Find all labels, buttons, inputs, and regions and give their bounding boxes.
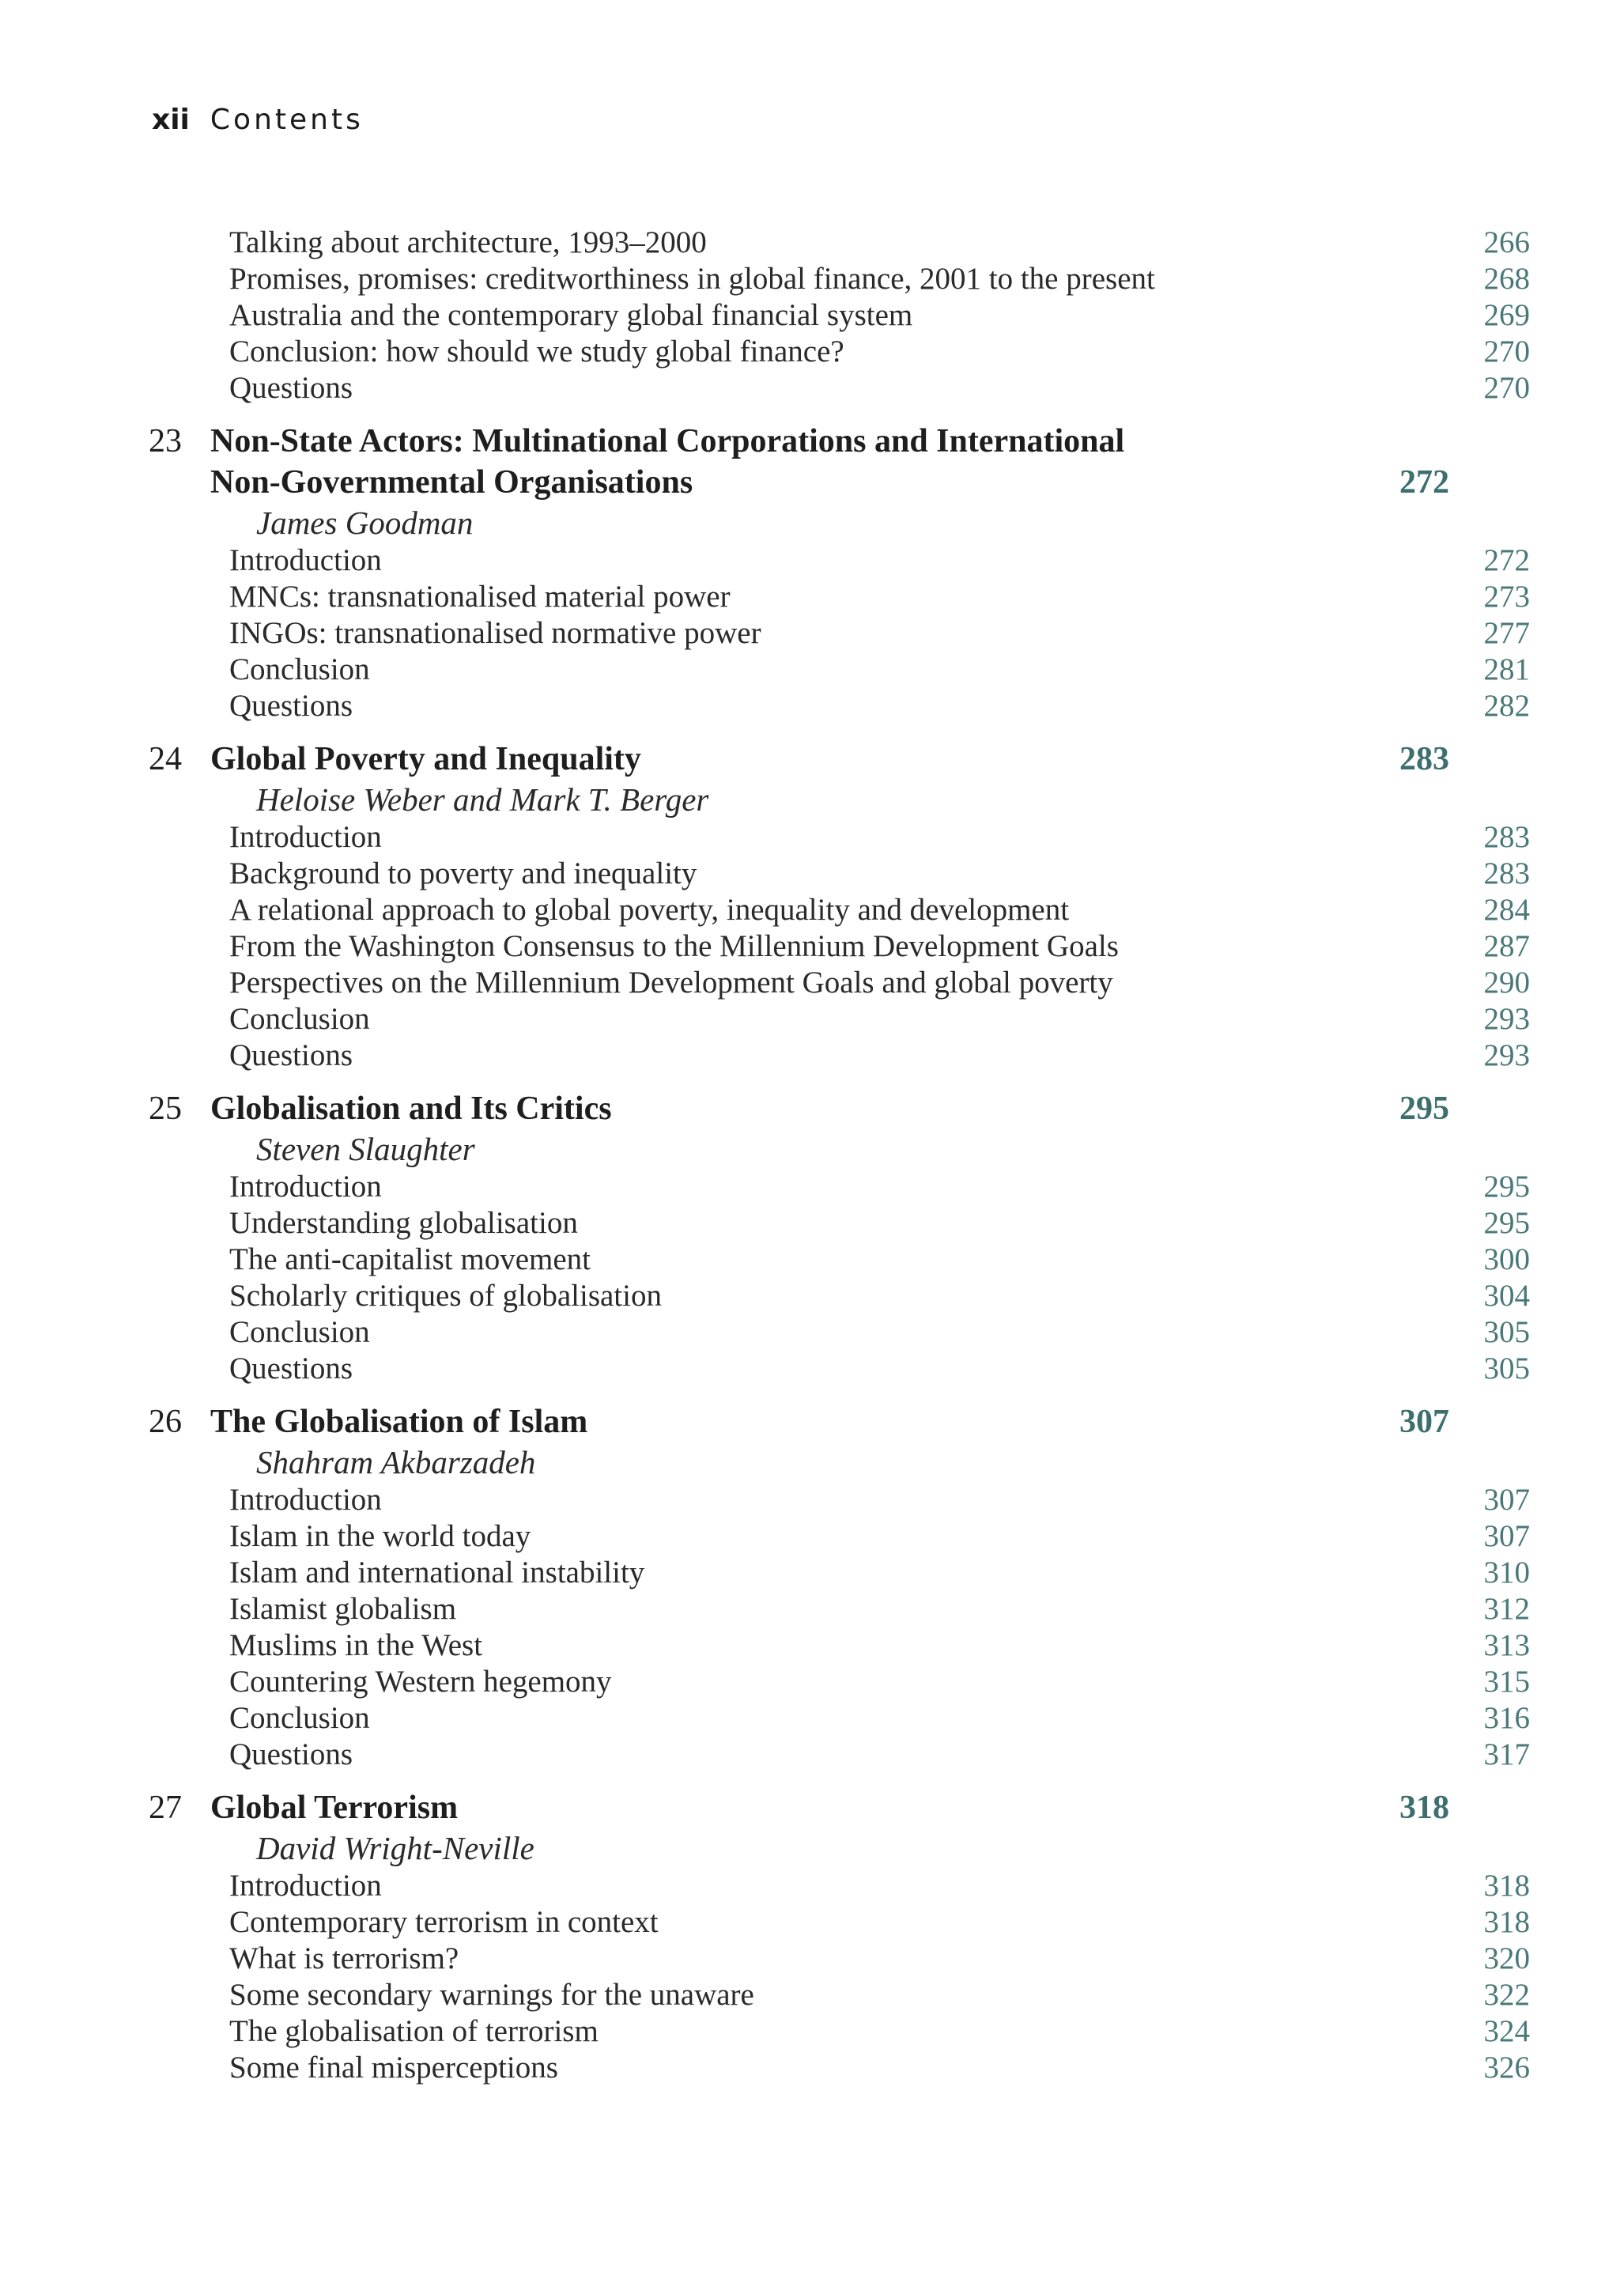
entry-title: MNCs: transnationalised material power bbox=[229, 580, 731, 614]
chapter-page: 272 bbox=[1399, 464, 1449, 501]
chapter-number: 25 bbox=[149, 1091, 182, 1127]
chapter-heading bbox=[149, 421, 1449, 462]
entry-title: Scholarly critiques of globalisation bbox=[229, 1279, 662, 1313]
toc-entry bbox=[149, 334, 1530, 370]
chapter-number: 27 bbox=[149, 1790, 182, 1826]
entry-title: Countering Western hegemony bbox=[229, 1665, 612, 1699]
chapter-heading bbox=[149, 739, 1449, 780]
entry-title: Understanding globalisation bbox=[229, 1206, 578, 1240]
chapter-26 bbox=[149, 1401, 1530, 1773]
toc-entry bbox=[149, 1977, 1530, 2013]
entry-title: A relational approach to global poverty, inequality and development bbox=[229, 893, 1070, 927]
chapter-heading bbox=[149, 1088, 1449, 1129]
chapter-author: James Goodman bbox=[256, 505, 474, 541]
chapter-number: 23 bbox=[149, 423, 182, 459]
entry-page: 284 bbox=[1483, 893, 1530, 927]
entry-title: From the Washington Consensus to the Millennium Development Goals bbox=[229, 929, 1119, 963]
entry-title: What is terrorism? bbox=[229, 1941, 459, 1975]
toc-entry bbox=[149, 1664, 1530, 1700]
chapter-heading bbox=[149, 1787, 1449, 1828]
toc-entry bbox=[149, 542, 1530, 579]
entry-title: The globalisation of terrorism bbox=[229, 2014, 599, 2048]
entry-title: Conclusion bbox=[229, 1002, 370, 1036]
entry-title: INGOs: transnationalised normative power bbox=[229, 616, 761, 650]
entry-page: 320 bbox=[1483, 1941, 1530, 1975]
entry-page: 293 bbox=[1483, 1038, 1530, 1072]
toc-entry bbox=[149, 1038, 1530, 1074]
chapter-number: 26 bbox=[149, 1404, 182, 1440]
chapter-title-line1: Non-State Actors: Multinational Corporations and International bbox=[210, 423, 1125, 459]
entry-page: 266 bbox=[1483, 225, 1530, 259]
entry-page: 322 bbox=[1483, 1978, 1530, 2012]
entry-title: Muslims in the West bbox=[229, 1628, 483, 1662]
entry-page: 282 bbox=[1483, 689, 1530, 723]
entry-title: Contemporary terrorism in context bbox=[229, 1905, 659, 1939]
entry-title: Questions bbox=[229, 1038, 353, 1072]
entry-page: 307 bbox=[1483, 1519, 1530, 1553]
toc-entry bbox=[149, 261, 1530, 297]
entry-title: Conclusion bbox=[229, 1315, 370, 1349]
toc-entry bbox=[149, 615, 1530, 652]
chapter-number: 24 bbox=[149, 741, 182, 777]
toc-entry bbox=[149, 1001, 1530, 1038]
entry-title: Some final misperceptions bbox=[229, 2051, 558, 2085]
chapter-page: 283 bbox=[1399, 741, 1449, 777]
entry-page: 315 bbox=[1483, 1665, 1530, 1699]
toc-entry bbox=[149, 819, 1530, 856]
toc-entry bbox=[149, 965, 1530, 1001]
toc-entry bbox=[149, 1737, 1530, 1773]
chapter-title: The Globalisation of Islam bbox=[210, 1404, 588, 1440]
toc-entry bbox=[149, 892, 1530, 928]
entry-title: Perspectives on the Millennium Development Goals and global poverty bbox=[229, 966, 1113, 1000]
chapter-title: Global Poverty and Inequality bbox=[210, 741, 641, 777]
chapter-author: Steven Slaughter bbox=[256, 1131, 475, 1167]
entry-title: Islamist globalism bbox=[229, 1592, 457, 1626]
chapter-title: Global Terrorism bbox=[210, 1790, 459, 1826]
toc-entry bbox=[149, 1941, 1530, 1977]
toc-entry bbox=[149, 928, 1530, 965]
entry-page: 307 bbox=[1483, 1483, 1530, 1517]
entry-title: Talking about architecture, 1993–2000 bbox=[229, 225, 707, 259]
chapter-24 bbox=[149, 739, 1530, 1074]
entry-page: 305 bbox=[1483, 1315, 1530, 1349]
entry-page: 310 bbox=[1483, 1556, 1530, 1590]
toc-entry bbox=[149, 1278, 1530, 1314]
toc-entry bbox=[149, 1242, 1530, 1278]
entry-title: Introduction bbox=[229, 1869, 382, 1903]
toc-entry bbox=[149, 1627, 1530, 1664]
entry-title: Questions bbox=[229, 371, 353, 405]
entry-page: 300 bbox=[1483, 1242, 1530, 1276]
entry-page: 295 bbox=[1483, 1170, 1530, 1204]
toc-entry bbox=[149, 652, 1530, 688]
entry-page: 272 bbox=[1483, 543, 1530, 577]
toc-entry bbox=[149, 1555, 1530, 1591]
entry-title: Australia and the contemporary global financial system bbox=[229, 298, 913, 332]
entry-title: Introduction bbox=[229, 820, 382, 854]
entry-title: Background to poverty and inequality bbox=[229, 856, 697, 890]
entry-title: Introduction bbox=[229, 543, 382, 577]
chapter-page: 295 bbox=[1399, 1091, 1449, 1127]
entry-title: Questions bbox=[229, 1351, 353, 1385]
toc-entry bbox=[149, 1591, 1530, 1627]
entry-page: 317 bbox=[1483, 1737, 1530, 1771]
toc-entry bbox=[149, 1868, 1530, 1904]
entry-page: 277 bbox=[1483, 616, 1530, 650]
toc-entry bbox=[149, 1904, 1530, 1941]
entry-title: Conclusion bbox=[229, 1701, 370, 1735]
entry-page: 270 bbox=[1483, 371, 1530, 405]
entry-page: 270 bbox=[1483, 335, 1530, 369]
entry-page: 316 bbox=[1483, 1701, 1530, 1735]
chapter-page: 318 bbox=[1399, 1790, 1449, 1826]
toc-entry bbox=[149, 579, 1530, 615]
running-title: Contents bbox=[210, 104, 364, 136]
entry-title: Questions bbox=[229, 689, 353, 723]
entry-page: 283 bbox=[1483, 856, 1530, 890]
lead-entries bbox=[149, 225, 1530, 406]
entry-title: Conclusion: how should we study global finance? bbox=[229, 335, 844, 369]
chapter-27 bbox=[149, 1787, 1530, 2086]
page-number: xii bbox=[152, 104, 190, 136]
chapter-23 bbox=[149, 421, 1530, 724]
entry-page: 304 bbox=[1483, 1279, 1530, 1313]
entry-page: 313 bbox=[1483, 1628, 1530, 1662]
entry-page: 283 bbox=[1483, 820, 1530, 854]
toc-entry bbox=[149, 2050, 1530, 2086]
entry-title: Islam in the world today bbox=[229, 1519, 531, 1553]
chapter-heading bbox=[149, 1401, 1449, 1442]
entry-title: Questions bbox=[229, 1737, 353, 1771]
toc-entry bbox=[149, 2013, 1530, 2050]
toc-entry bbox=[149, 1351, 1530, 1387]
toc-entry bbox=[149, 225, 1530, 261]
toc-entry bbox=[149, 856, 1530, 892]
entry-title: Introduction bbox=[229, 1483, 382, 1517]
chapter-author: Heloise Weber and Mark T. Berger bbox=[256, 781, 709, 818]
entry-page: 295 bbox=[1483, 1206, 1530, 1240]
entry-page: 290 bbox=[1483, 966, 1530, 1000]
toc-entry bbox=[149, 1205, 1530, 1242]
entry-title: Islam and international instability bbox=[229, 1556, 645, 1590]
entry-page: 312 bbox=[1483, 1592, 1530, 1626]
chapter-page: 307 bbox=[1399, 1404, 1449, 1440]
entry-page: 273 bbox=[1483, 580, 1530, 614]
toc-entry bbox=[149, 1482, 1530, 1518]
entry-page: 324 bbox=[1483, 2014, 1530, 2048]
entry-page: 281 bbox=[1483, 652, 1530, 686]
table-of-contents bbox=[149, 225, 1530, 2086]
toc-entry bbox=[149, 1169, 1530, 1205]
toc-entry bbox=[149, 1314, 1530, 1351]
running-header bbox=[152, 104, 364, 136]
entry-page: 268 bbox=[1483, 262, 1530, 296]
chapter-25 bbox=[149, 1088, 1530, 1387]
entry-title: Promises, promises: creditworthiness in global finance, 2001 to the present bbox=[229, 262, 1155, 296]
toc-entry bbox=[149, 370, 1530, 406]
chapter-author: David Wright-Neville bbox=[256, 1830, 534, 1866]
entry-title: Some secondary warnings for the unaware bbox=[229, 1978, 754, 2012]
entry-page: 318 bbox=[1483, 1905, 1530, 1939]
chapter-title-line2: Non-Governmental Organisations bbox=[210, 464, 693, 501]
chapter-author: Shahram Akbarzadeh bbox=[256, 1444, 536, 1480]
entry-title: Conclusion bbox=[229, 652, 370, 686]
toc-entry bbox=[149, 688, 1530, 724]
entry-page: 293 bbox=[1483, 1002, 1530, 1036]
entry-page: 269 bbox=[1483, 298, 1530, 332]
entry-page: 287 bbox=[1483, 929, 1530, 963]
toc-entry bbox=[149, 1518, 1530, 1555]
chapter-title: Globalisation and Its Critics bbox=[210, 1091, 612, 1127]
chapter-heading-cont bbox=[149, 462, 1449, 503]
entry-title: The anti-capitalist movement bbox=[229, 1242, 591, 1276]
entry-title: Introduction bbox=[229, 1170, 382, 1204]
entry-page: 318 bbox=[1483, 1869, 1530, 1903]
entry-page: 326 bbox=[1483, 2051, 1530, 2085]
toc-entry bbox=[149, 297, 1530, 334]
entry-page: 305 bbox=[1483, 1351, 1530, 1385]
toc-entry bbox=[149, 1700, 1530, 1737]
